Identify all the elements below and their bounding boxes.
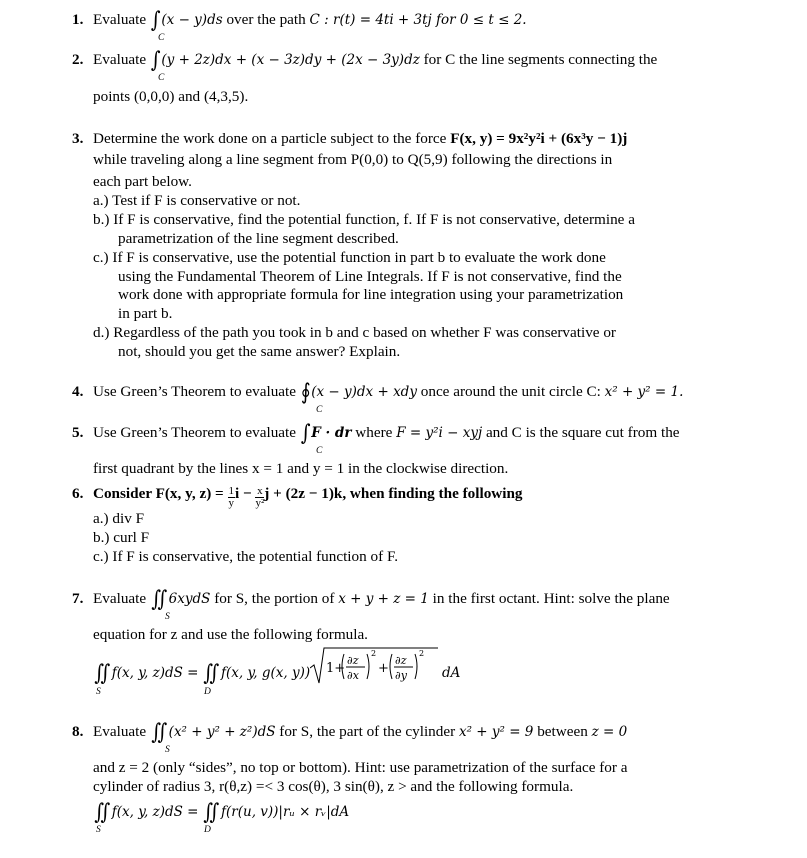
paren-left	[390, 654, 392, 679]
problem-3-line2: while traveling along a line segment from P(0,0) to Q(5,9) following the directions in	[93, 151, 613, 168]
fraction-x-over-y2: $\frac{x}{\text{y²}}$	[255, 485, 265, 509]
problem-2-number: 2.	[72, 51, 84, 68]
fraction-1-over-y: $\frac{1}{y}$	[228, 485, 235, 509]
formula-subscript-s: S	[96, 825, 101, 835]
problem-8-integrand: (x² + y² + z²)dS	[168, 724, 276, 740]
problem-8-number: 8.	[72, 723, 84, 740]
exponent-2: 2	[371, 649, 377, 658]
problem-8-subscript: S	[165, 745, 170, 755]
problem-3-part-b-2: parametrization of the line segment described.	[118, 230, 399, 247]
parametric-surface-formula	[93, 800, 350, 825]
sqrt-one: 1+	[326, 661, 346, 676]
integral-sign: ∫	[150, 8, 161, 33]
formula-left: f(x, y, z)dS =	[111, 804, 199, 820]
problem-3-part-c-3: work done with appropriate formula for line integration using your parametrization	[118, 286, 624, 303]
problem-4-subscript: C	[316, 405, 323, 415]
double-integral-sign: ∬	[151, 587, 168, 612]
problem-4-integrand: (x − y)dx + xdy	[311, 384, 417, 400]
problem-6-rest: j + (2z − 1)k, when finding the following	[264, 485, 523, 502]
problem-5-lead: Use Green’s Theorem to evaluate	[93, 424, 296, 441]
problem-2-text	[93, 48, 658, 73]
double-integral-sign: ∬	[151, 720, 168, 745]
sqrt-expression	[310, 646, 440, 686]
problem-3-lead: Determine the work done on a particle subject to the force	[93, 130, 447, 147]
problem-1-path: C : r(t) = 4ti + 3tj for 0 ≤ t ≤ 2.	[309, 12, 527, 28]
problem-5-text	[93, 421, 680, 446]
problem-5-desc: and C is the square cut from the	[485, 424, 680, 441]
problem-7-lead: Evaluate	[93, 590, 147, 607]
problem-3-force: F(x, y) = 9x²y²i + (6x³y − 1)j	[450, 130, 628, 147]
integral-sign: ∫	[150, 48, 161, 73]
problem-5-where: where	[355, 424, 393, 441]
problem-3-line1	[93, 130, 627, 148]
problem-4-desc: once around the unit circle C:	[420, 383, 601, 400]
problem-2-line2	[93, 88, 248, 106]
problem-3-part-c-2: using the Fundamental Theorem of Line Integrals. If F is not conservative, find the	[118, 268, 622, 285]
problem-1-integrand: (x − y)ds	[161, 12, 223, 28]
surface-integral-formula	[93, 661, 311, 686]
problem-3-number: 3.	[72, 130, 84, 147]
problem-8-between: between	[537, 723, 588, 740]
problem-1-over: over the path	[226, 11, 306, 28]
double-integral-sign: ∬	[203, 661, 220, 686]
problem-6-i: i −	[235, 485, 252, 502]
problem-3-line3: each part below.	[93, 173, 192, 190]
problem-4-circle: x² + y² = 1.	[604, 384, 684, 400]
problem-3-part-d-1: d.) Regardless of the path you took in b and c based on whether F was conservative or	[93, 324, 616, 341]
problem-7-number: 7.	[72, 590, 84, 607]
formula-dA: dA	[442, 665, 461, 681]
integral-sign: ∫	[300, 421, 311, 446]
formula-subscript-d: D	[204, 687, 211, 697]
problem-1-lead: Evaluate	[93, 11, 147, 28]
problem-5-integrand: F · dr	[311, 425, 352, 441]
partial-y: ∂y	[395, 669, 407, 682]
problem-1-subscript: C	[158, 33, 165, 43]
problem-7-subscript: S	[165, 612, 170, 622]
problem-6-text	[93, 485, 523, 509]
problem-3-part-d-2: not, should you get the same answer? Explain.	[118, 343, 401, 360]
problem-8-lead: Evaluate	[93, 723, 147, 740]
problem-7-integrand: 6xydS	[168, 591, 211, 607]
problem-8-line2: and z = 2 (only “sides”, no top or bottom). Hint: use parametrization of the surface for a	[93, 759, 628, 776]
formula-left: f(x, y, z)dS =	[111, 665, 199, 681]
problem-8-desc: for S, the part of the cylinder	[279, 723, 456, 740]
paren-right	[415, 654, 417, 679]
problem-2-points-word: points	[93, 88, 131, 105]
problem-7-desc2: in the first octant. Hint: solve the plane	[432, 590, 670, 607]
problem-5-line2: first quadrant by the lines x = 1 and y = 1 in the clockwise direction.	[93, 460, 509, 477]
problem-6-lead: Consider F(x, y, z) =	[93, 485, 224, 502]
problem-7-text	[93, 587, 670, 612]
partial-z-2: ∂z	[395, 654, 407, 667]
formula-subscript-s: S	[96, 687, 101, 697]
formula-right: f(r(u, v))|rᵤ × rᵥ|dA	[221, 804, 350, 820]
problem-1-number: 1.	[72, 11, 84, 28]
paren-right	[367, 654, 369, 679]
problem-6-part-c: c.) If F is conservative, the potential function of F.	[93, 548, 398, 565]
problem-4-number: 4.	[72, 383, 84, 400]
problem-2-integrand: (y + 2z)dx + (x − 3z)dy + (2x − 3y)dz	[161, 52, 420, 68]
problem-7-desc: for S, the portion of	[214, 590, 335, 607]
problem-6-number: 6.	[72, 485, 84, 502]
problem-6-part-a: a.) div F	[93, 510, 145, 527]
problem-3-part-b-1: b.) If F is conservative, find the potential function, f. If F is not conservative, determine a	[93, 211, 635, 228]
problem-3-part-c-1: c.) If F is conservative, use the potential function in part b to evaluate the work done	[93, 249, 606, 266]
problem-2-subscript: C	[158, 73, 165, 83]
plus-sign: +	[378, 661, 389, 676]
problem-5-number: 5.	[72, 424, 84, 441]
partial-z-1: ∂z	[347, 654, 359, 667]
double-integral-sign: ∬	[94, 800, 111, 825]
exponent-2: 2	[419, 649, 425, 658]
problem-4-text	[93, 380, 684, 405]
double-integral-sign: ∬	[203, 800, 220, 825]
problem-5-field: F = y²i − xyj	[396, 425, 483, 441]
problem-8-cylinder: x² + y² = 9	[458, 724, 534, 740]
problem-7-line2: equation for z and use the following formula.	[93, 626, 368, 643]
formula-subscript-d: D	[204, 825, 211, 835]
problem-5-subscript: C	[316, 446, 323, 456]
problem-3-part-a: a.) Test if F is conservative or not.	[93, 192, 301, 209]
problem-8-z0: z = 0	[591, 724, 628, 740]
partial-x: ∂x	[347, 669, 359, 682]
problem-8-line3: cylinder of radius 3, r(θ,z) =< 3 cos(θ), 3 sin(θ), z > and the following formula.	[93, 778, 574, 795]
problem-6-part-b: b.) curl F	[93, 529, 150, 546]
problem-2-lead: Evaluate	[93, 51, 147, 68]
contour-integral-sign: ∮	[300, 380, 311, 405]
problem-2-points: (0,0,0) and (4,3,5).	[133, 88, 249, 105]
problem-7-plane: x + y + z = 1	[338, 591, 429, 607]
problem-4-lead: Use Green’s Theorem to evaluate	[93, 383, 296, 400]
problem-1-text	[93, 8, 527, 33]
formula-right: f(x, y, g(x, y))	[221, 665, 311, 681]
problem-3-part-c-4: in part b.	[118, 305, 173, 322]
problem-2-desc: for C the line segments connecting the	[423, 51, 658, 68]
problem-8-text	[93, 720, 628, 745]
double-integral-sign: ∬	[94, 661, 111, 686]
